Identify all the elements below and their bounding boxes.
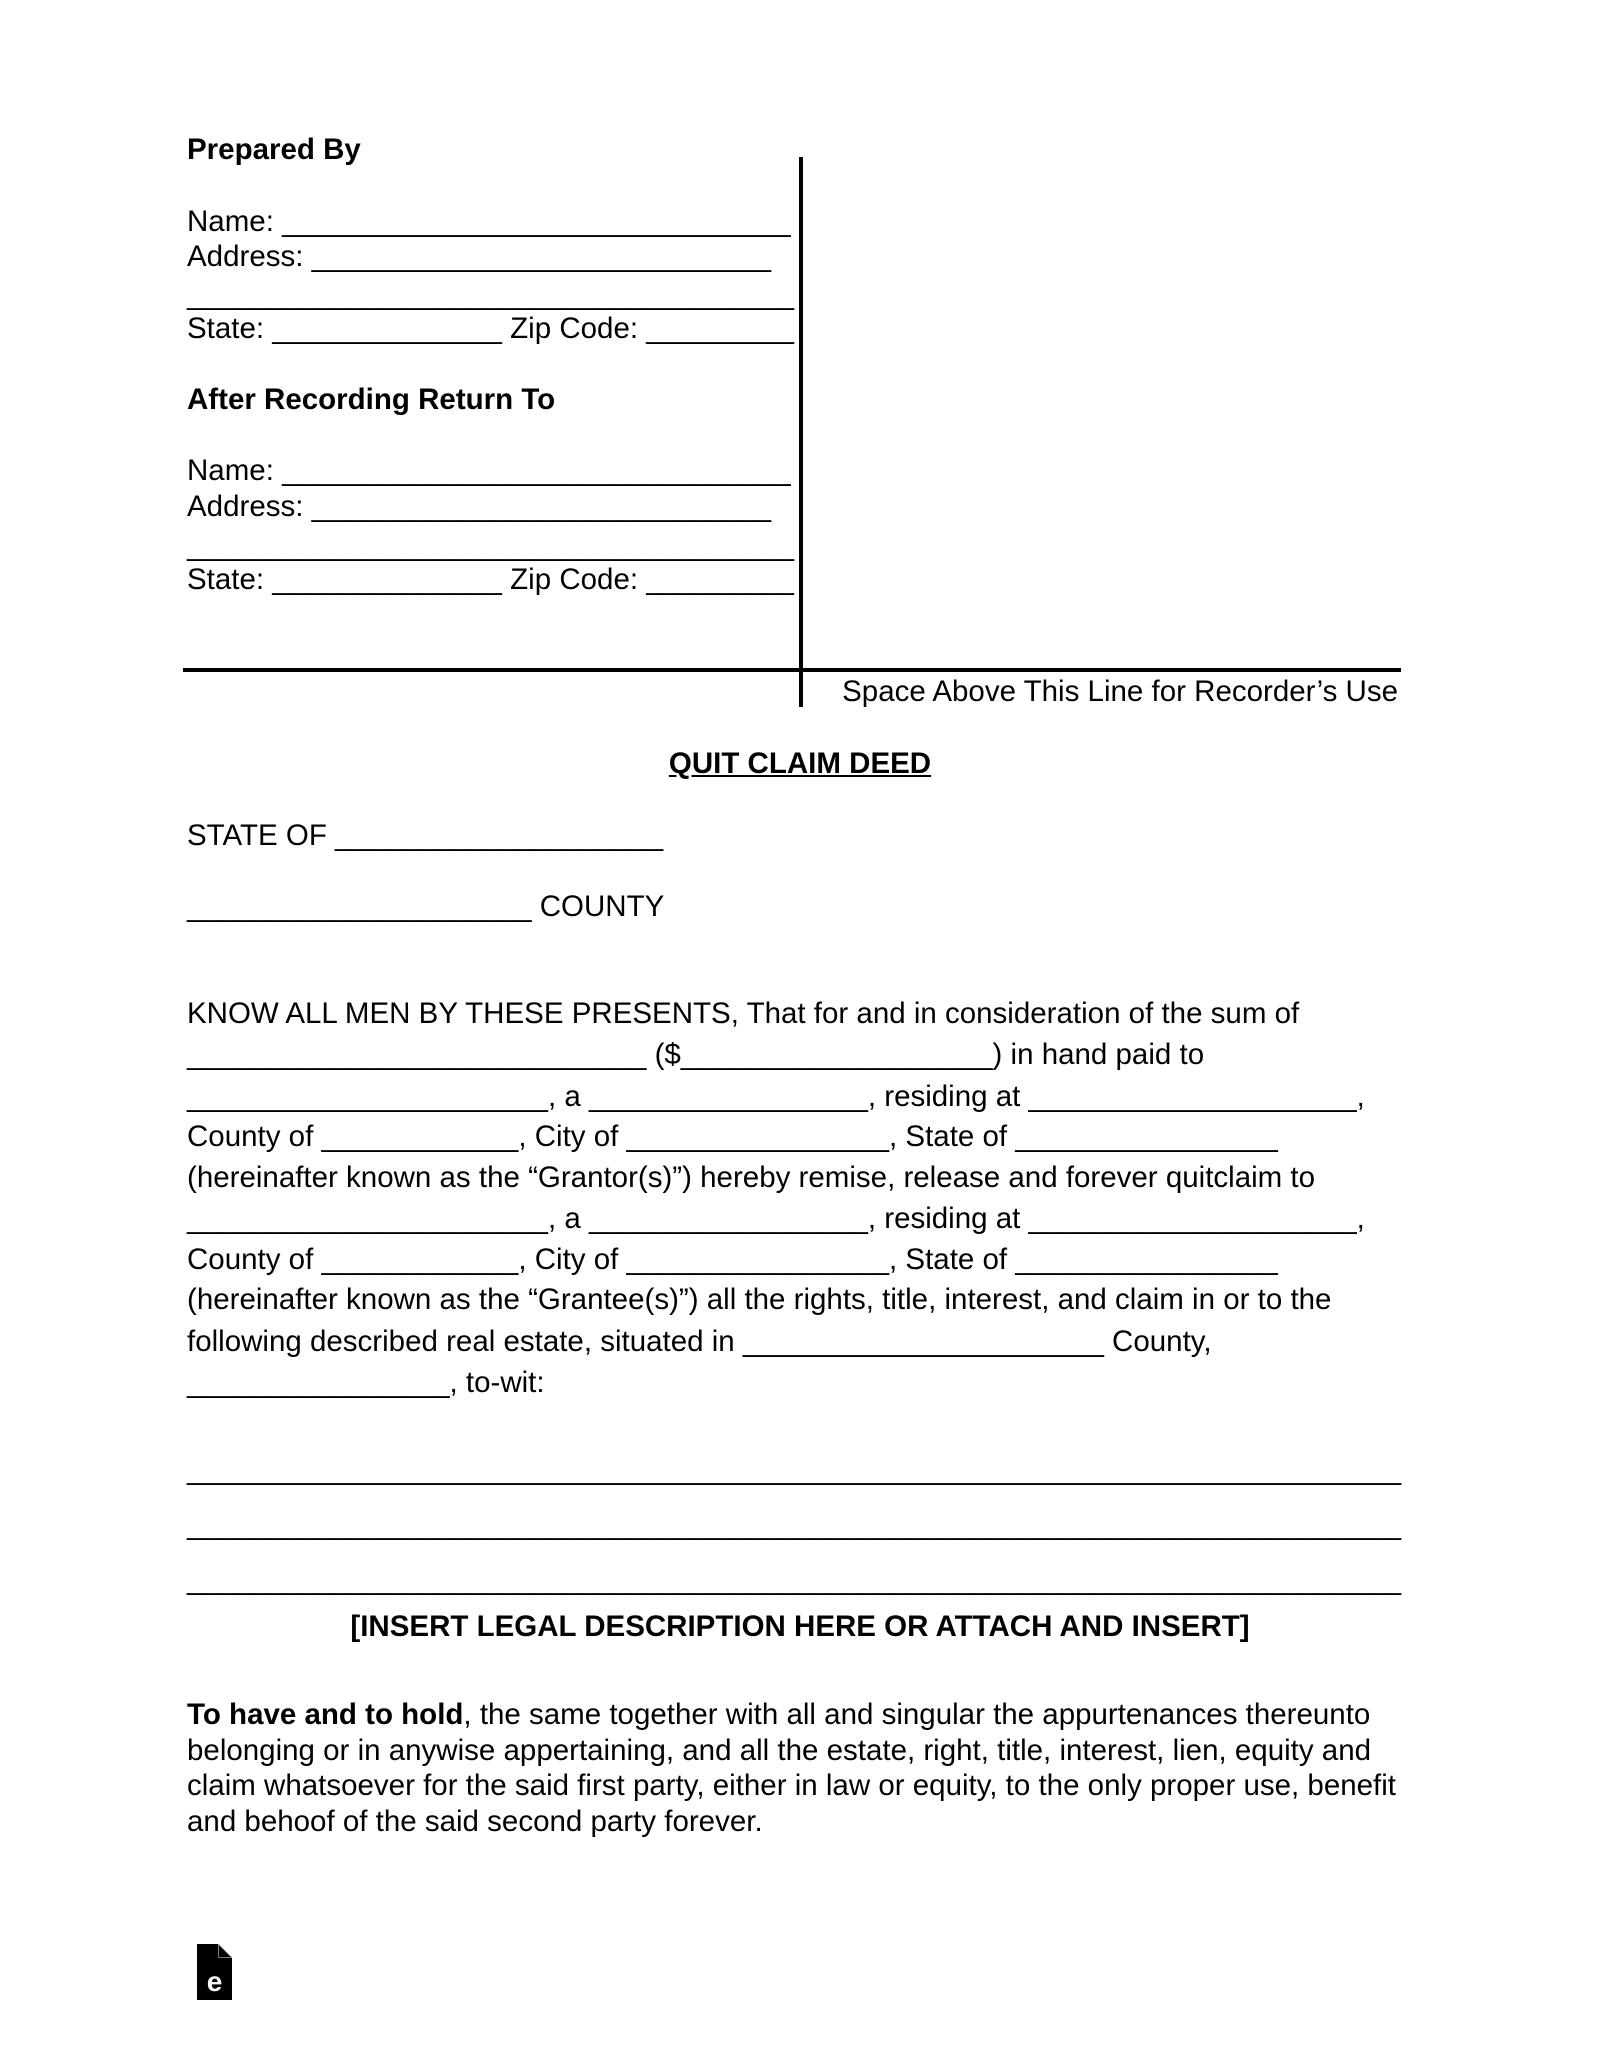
prepared-by-heading: Prepared By (187, 133, 361, 166)
body-line[interactable]: County of ____________, City of ________________, State of ________________ (187, 1243, 1278, 1276)
return-to-address-line2[interactable]: _____________________________________ (187, 529, 795, 562)
body-line[interactable]: ______________________, a _________________, residing at ____________________, (187, 1202, 1365, 1235)
svg-text:e: e (206, 1966, 223, 1997)
body-line[interactable]: ______________________, a _________________, residing at ____________________, (187, 1080, 1365, 1113)
legal-description-line[interactable]: __________________________________________________________________________ (187, 1453, 1402, 1486)
state-of-field[interactable]: STATE OF ____________________ (187, 819, 664, 852)
return-to-address-field[interactable]: Address: ____________________________ (187, 490, 771, 523)
return-to-state-zip[interactable]: State: ______________ Zip Code: _________ (187, 563, 794, 596)
habendum-lead: To have and to hold (187, 1698, 464, 1731)
prepared-by-address-line2[interactable]: _____________________________________ (187, 278, 795, 311)
prepared-by-name-field[interactable]: Name: _______________________________ (187, 205, 791, 238)
return-to-heading: After Recording Return To (187, 383, 556, 416)
body-line: (hereinafter known as the “Grantee(s)”) all the rights, title, interest, and claim in or to the (187, 1283, 1332, 1316)
county-field[interactable]: _____________________ COUNTY (187, 890, 665, 923)
body-line[interactable]: following described real estate, situated in ______________________ County, (187, 1325, 1212, 1358)
recorder-use-note: Space Above This Line for Recorder’s Use (842, 675, 1398, 708)
prepared-by-address-field[interactable]: Address: ____________________________ (187, 240, 771, 273)
recorder-divider-vertical (799, 157, 803, 707)
body-line: (hereinafter known as the “Grantor(s)”) hereby remise, release and forever quitclaim to (187, 1161, 1316, 1194)
insert-legal-description-note: [INSERT LEGAL DESCRIPTION HERE OR ATTACH AND INSERT] (350, 1610, 1250, 1643)
recorder-divider-horizontal (183, 668, 1401, 672)
body-line[interactable]: ________________, to-wit: (187, 1366, 545, 1399)
body-line: KNOW ALL MEN BY THESE PRESENTS, That for and in consideration of the sum of (187, 997, 1300, 1030)
document-title: QUIT CLAIM DEED (668, 747, 932, 780)
legal-description-line[interactable]: __________________________________________________________________________ (187, 1508, 1402, 1541)
body-line[interactable]: ____________________________ ($___________________) in hand paid to (187, 1038, 1205, 1071)
body-line[interactable]: County of ____________, City of ________________, State of ________________ (187, 1120, 1278, 1153)
eforms-document-icon (197, 1944, 232, 2000)
habendum-text: , the same together with all and singular the appurtenances thereunto belonging or in anywise appertaining, and all the estate, right, title, interest, lien, equity and claim whatsoever for the said first party, either in law or equity, to the only proper use, benefit and behoof of the said second party forever. (187, 1698, 1396, 1838)
habendum-paragraph (187, 1697, 1417, 1839)
legal-description-line[interactable]: __________________________________________________________________________ (187, 1563, 1402, 1596)
return-to-name-field[interactable]: Name: _______________________________ (187, 454, 791, 487)
prepared-by-state-zip[interactable]: State: ______________ Zip Code: _________ (187, 312, 794, 345)
